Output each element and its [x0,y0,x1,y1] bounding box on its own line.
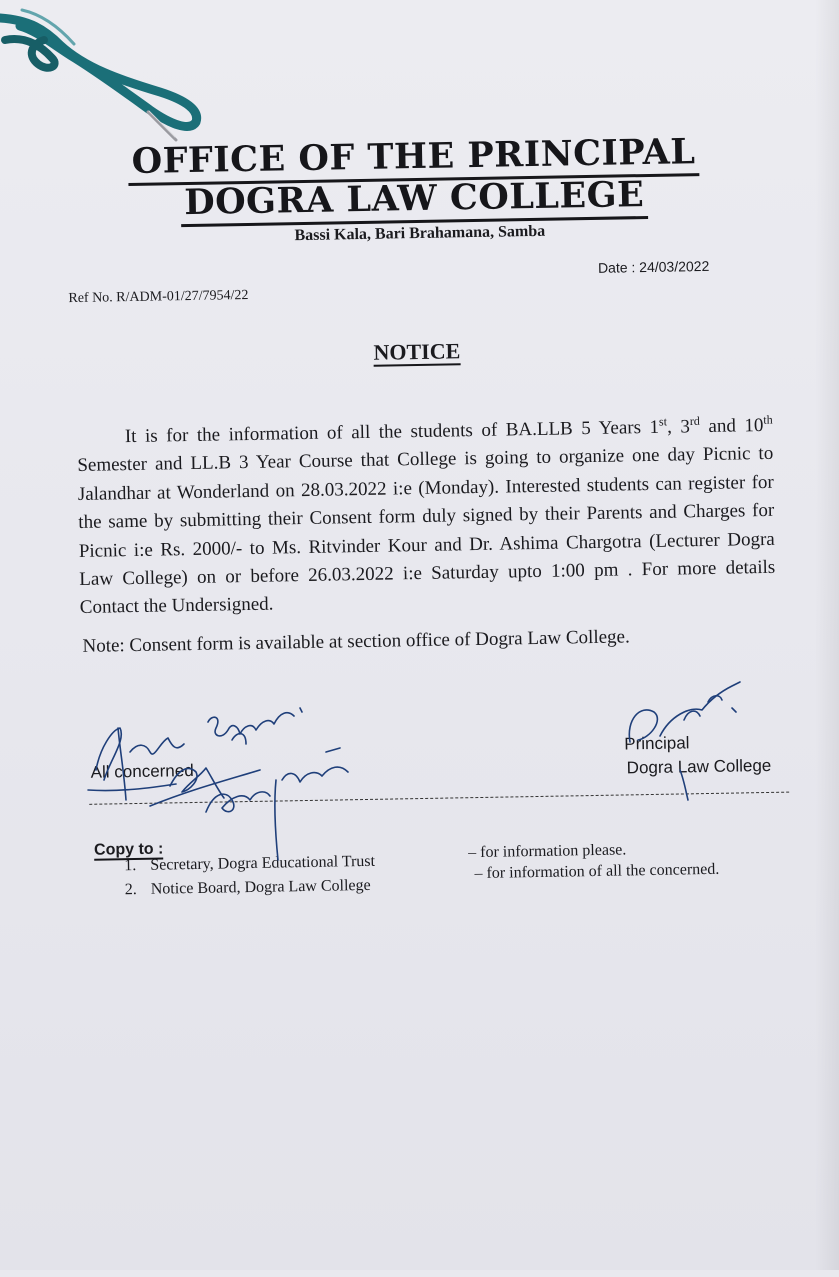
notice-title: NOTICE [373,338,461,365]
college-address: Bassi Kala, Bari Brahamana, Samba [294,222,546,245]
principal-college-label: Dogra Law College [626,755,772,778]
all-concerned-label: All concerned [90,760,194,782]
college-name: DOGRA LAW COLLEGE [0,171,834,227]
office-title: OFFICE OF THE PRINCIPAL [0,129,833,185]
copy-recipient-2: 2. Notice Board, Dogra Law College [124,876,371,899]
consent-note: Note: Consent form is available at section office of Dogra Law College. [82,626,630,657]
principal-label: Principal [624,733,690,754]
notice-body: It is for the information of all the students of BA.LLB 5 Years 1st, 3rd and 10th Semester and LL.B 3 Year Course that College is going to organize one day Picnic to Jalandhar at Wonderland on 28.03.2022 i:e (Monday). Interested students can register for the same by submitting their Consent form duly signed by their Parents and Charges for Picnic i:e Rs. 2000/- to Ms. Ritvinder Kour and Dr. Ashima Chargotra (Lecturer Dogra Law College) on or before 26.03.2022 i:e Saturday upto 1:00 pm . For more details Contact the Undersigned. [77,412,776,619]
copy-recipient-1: 1. Secretary, Dogra Educational Trust [124,852,376,875]
copy-purpose-2: – for information of all the concerned. [474,860,720,883]
notice-date: Date : 24/03/2022 [597,257,710,276]
copy-to-label: Copy to : [93,840,164,859]
copy-purpose-1: – for information please. [468,841,627,862]
dashed-divider [89,792,789,805]
reference-number: Ref No. R/ADM-01/27/7954/22 [68,287,249,307]
